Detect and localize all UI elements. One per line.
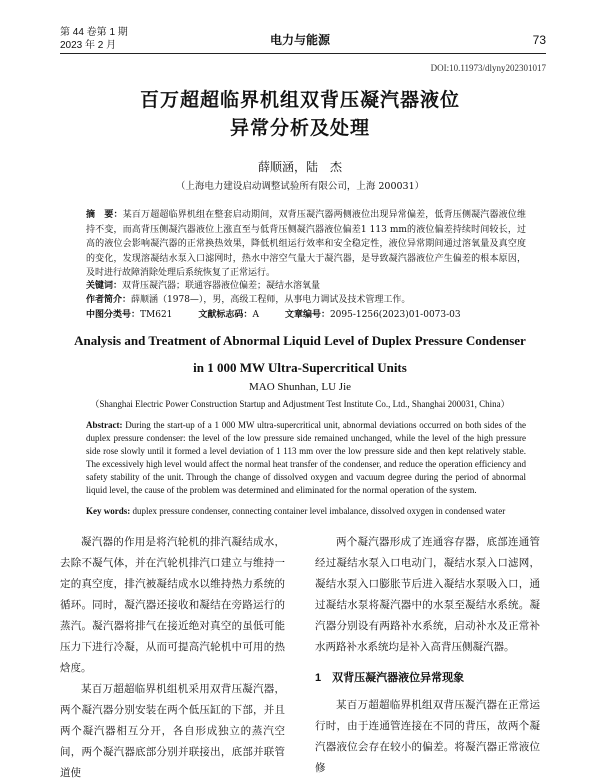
keywords-en-label: Key words:	[86, 506, 131, 516]
issue-date: 2023 年 2 月	[60, 40, 117, 51]
doi: DOI:10.11973/dlyny202301017	[430, 63, 546, 73]
title-cn-line2: 异常分析及处理	[229, 117, 370, 139]
header-rule	[60, 53, 546, 54]
keywords-en	[86, 505, 526, 518]
page-number: 73	[532, 33, 546, 47]
keywords-en-text: duplex pressure condenser, connecting container level imbalance, dissolved oxygen in condensed water	[132, 506, 506, 516]
body-paragraph: 某百万超超临界机组机采用双背压凝汽器，两个凝汽器分别安装在两个低压缸的下部，并且两个凝汽器相互分开，各自形成独立的蒸汽空间，两个凝汽器底部分别并联接出，底部并联管道使	[60, 683, 285, 779]
volume-issue: 第 44 卷第 1 期	[60, 27, 128, 38]
doc-code-value: A	[252, 310, 259, 320]
clc-label: 中图分类号：	[86, 310, 141, 320]
abstract-cn-label: 摘 要：	[86, 210, 123, 220]
article-no-value: 2095-1256(2023)01-0073-03	[329, 310, 461, 320]
title-cn-line1: 百万超超临界机组双背压凝汽器液位	[139, 89, 460, 111]
article-no-label: 文章编号：	[284, 310, 330, 320]
author-bio-label: 作者简介：	[86, 295, 132, 305]
document-code	[198, 308, 259, 322]
article-number	[285, 308, 461, 322]
clc-value: TM621	[140, 310, 173, 320]
body-column-left	[60, 532, 285, 784]
journal-name: 电力与能源	[269, 33, 330, 47]
author-bio	[86, 293, 526, 308]
abstract-cn	[86, 208, 526, 281]
affiliation-en: （Shanghai Electric Power Construction Startup and Adjustment Test Institute Co., Ltd., Shanghai 200031, China）	[90, 399, 510, 409]
section-heading: 1 双背压凝汽器液位异常现象	[315, 672, 465, 684]
keywords-cn-label: 关键词：	[86, 281, 123, 291]
abstract-cn-text: 某百万超超临界机组在整套启动期间，双背压凝汽器两侧液位出现异常偏差，低背压侧凝汽器液位维持不变，而高背压侧凝汽器液位上涨直至与低背压侧凝汽器液位偏差1 113 mm的液位偏差持续时间较长，过高的液位会影响凝汽器的正常换热效果，降低机组运行效率和安全稳定性，液位异常期间通过溶氧量及真空度的变化，发现溶凝结水泵入口滤网时，热水中溶空气量大于凝汽器，是导致凝汽器液位产生偏差的根本原因，及时进行故障消除处理后系统恢复了正常运行。	[86, 210, 526, 278]
keywords-cn-text: 双背压凝汽器；联通容器液位偏差；凝结水溶氧量	[122, 281, 321, 291]
title-en-line2: in 1 000 MW Ultra-Supercritical Units	[193, 360, 407, 375]
abstract-en	[86, 419, 526, 497]
authors-en: MAO Shunhan, LU Jie	[248, 381, 352, 393]
title-en-line1: Analysis and Treatment of Abnormal Liquid Level of Duplex Pressure Condenser	[74, 333, 526, 348]
authors-cn: 薛顺涵，陆 杰	[257, 160, 342, 174]
title-en	[0, 327, 600, 381]
body-paragraph: 某百万超超临界机组双背压凝汽器在正常运行时，由于连通管连接在不同的背压，故两个凝汽器液位会存在较小的偏差。将凝汽器正常液位修	[315, 699, 540, 774]
body-column-right	[315, 532, 540, 779]
abstract-en-text: During the start-up of a 1 000 MW ultra-supercritical unit, abnormal deviations occurred on both sides of the duplex pressure condenser: the level of the low pressure side remained unchanged, while the level of the high pressure side rose slowly until it formed a level deviation of 1 113 mm over the low pressure side and then kept relatively stable. The excessively high level would affect the normal heat transfer of the condenser, and reduce the operation efficiency and safety stability of the unit. Through the change of dissolved oxygen and vacuum degree during the period of abnormal liquid level, the cause of the problem was determined and eliminated for the normal operation of the system.	[86, 420, 527, 495]
abstract-en-label: Abstract:	[86, 420, 123, 430]
affiliation-cn: （上海电力建设启动调整试验所有限公司，上海 200031）	[175, 181, 425, 192]
keywords-cn	[86, 279, 526, 294]
title-cn	[0, 86, 600, 142]
author-bio-text: 薛顺涵（1978—），男，高级工程师，从事电力调试及技术管理工作。	[131, 295, 411, 305]
body-paragraph: 凝汽器的作用是将汽轮机的排汽凝结成水，去除不凝气体，并在汽轮机排汽口建立与维持一定的真空度，排汽被凝结成水以维持热力系统的循环。同时，凝汽器还接收和凝结在旁路运行的蒸汽。凝汽器将排气在接近绝对真空的虽低可能压力下进行冷凝，从而可提高汽轮机中可用的热焓度。	[60, 536, 285, 674]
body-paragraph: 两个凝汽器形成了连通容存器，底部连通管经过凝结水泵入口电动门，凝结水泵入口滤网，凝结水泵入口膨胀节后进入凝结水泵吸入口，通过凝结水泵将凝汽器中的水泵至凝结水系统。凝汽器分别设有两路补水系统，启动补水及正常补水两路补水系统均是补入高背压侧凝汽器。	[315, 536, 540, 653]
doc-code-label: 文献标志码：	[198, 310, 253, 320]
clc-code	[86, 308, 172, 322]
classification-line	[86, 308, 526, 322]
